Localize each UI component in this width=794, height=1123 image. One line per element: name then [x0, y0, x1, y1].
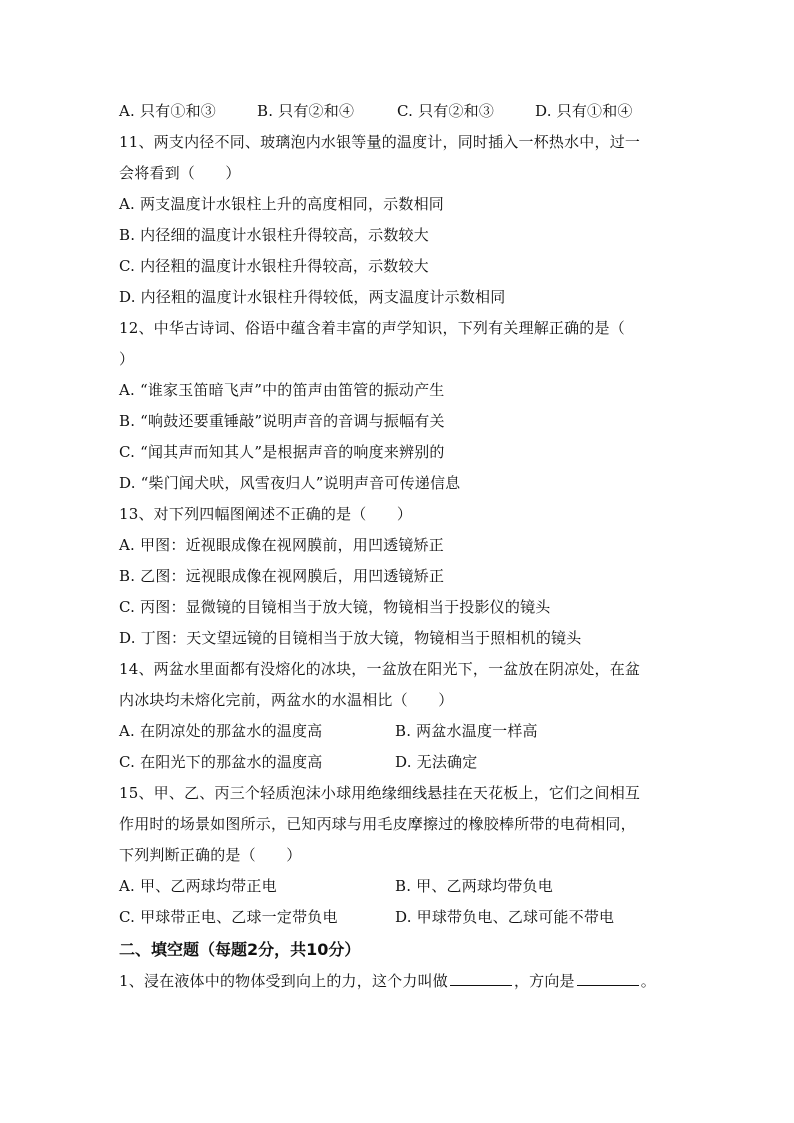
- q11-option-a: A. 两支温度计水银柱上升的高度相同，示数相同: [119, 195, 444, 213]
- q15-stem-line2: 作用时的场景如图所示，已知丙球与用毛皮摩擦过的橡胶棒所带的电荷相同，: [119, 815, 636, 833]
- q12-option-b: B. “响鼓还要重锤敲”说明声音的音调与振幅有关: [119, 412, 445, 430]
- q14-options-row2: [119, 747, 667, 778]
- q13-option-b: B. 乙图：远视眼成像在视网膜后，用凹透镜矫正: [119, 567, 445, 585]
- question-content: [119, 96, 667, 997]
- q15-option-a: A. 甲、乙两球均带正电: [119, 877, 277, 895]
- q11-stem-line1: 11、两支内径不同、玻璃泡内水银等量的温度计，同时插入一杯热水中，过一: [119, 133, 641, 151]
- q15-option-b: B. 甲、乙两球均带负电: [395, 877, 553, 895]
- q15-option-d: D. 甲球带负电、乙球可能不带电: [395, 908, 615, 926]
- q14-option-b: B. 两盆水温度一样高: [395, 722, 538, 740]
- q12-option-c: C. “闻其声而知其人”是根据声音的响度来辨别的: [119, 443, 445, 461]
- q10-option-a: A. 只有①和③: [119, 102, 216, 120]
- q15-option-c: C. 甲球带正电、乙球一定带负电: [119, 908, 338, 926]
- q11-option-b: B. 内径细的温度计水银柱升得较高，示数较大: [119, 226, 429, 244]
- q14-stem-line1: 14、两盆水里面都有没熔化的冰块，一盆放在阳光下，一盆放在阴凉处，在盆: [119, 660, 641, 678]
- q13-option-c: C. 丙图：显微镜的目镜相当于放大镜，物镜相当于投影仪的镜头: [119, 598, 551, 616]
- q15-options-row2: [119, 902, 667, 933]
- q10-option-d: D. 只有①和④: [535, 102, 633, 120]
- q10-option-b: B. 只有②和④: [257, 102, 355, 120]
- fill1-text-part3: 。: [640, 972, 656, 990]
- q14-option-c: C. 在阳光下的那盆水的温度高: [119, 753, 323, 771]
- q15-options-row1: [119, 871, 667, 902]
- q10-options: [119, 96, 667, 127]
- q12-stem-line1: 12、中华古诗词、俗语中蕴含着丰富的声学知识，下列有关理解正确的是（: [119, 319, 625, 337]
- fill1-question: [119, 966, 667, 997]
- q13-option-a: A. 甲图：近视眼成像在视网膜前，用凹透镜矫正: [119, 536, 444, 554]
- q14-options-row1: [119, 716, 667, 747]
- fill1-blank-2[interactable]: [577, 970, 639, 986]
- fill1-text-part2: ，方向是: [513, 972, 575, 990]
- q13-stem-line1: 13、对下列四幅图阐述不正确的是（ ）: [119, 505, 413, 523]
- q11-stem-line2: 会将看到（ ）: [119, 164, 241, 182]
- q14-option-d: D. 无法确定: [395, 753, 478, 771]
- q14-option-a: A. 在阴凉处的那盆水的温度高: [119, 722, 323, 740]
- q12-option-d: D. “柴门闻犬吠，风雪夜归人”说明声音可传递信息: [119, 474, 461, 492]
- q13-option-d: D. 丁图：天文望远镜的目镜相当于放大镜，物镜相当于照相机的镜头: [119, 629, 582, 647]
- q12-stem-line2: ）: [119, 350, 135, 368]
- q15-stem-line3: 下列判断正确的是（ ）: [119, 846, 302, 864]
- fill1-text-part1: 1、浸在液体中的物体受到向上的力，这个力叫做: [119, 972, 448, 990]
- q11-option-d: D. 内径粗的温度计水银柱升得较低，两支温度计示数相同: [119, 288, 506, 306]
- q11-option-c: C. 内径粗的温度计水银柱升得较高，示数较大: [119, 257, 429, 275]
- q12-option-a: A. “谁家玉笛暗飞声”中的笛声由笛管的振动产生: [119, 381, 445, 399]
- q14-stem-line2: 内冰块均未熔化完前，两盆水的水温相比（ ）: [119, 691, 454, 709]
- section-heading: 二、填空题（每题2分，共10分）: [119, 940, 361, 959]
- q15-stem-line1: 15、甲、乙、丙三个轻质泡沫小球用绝缘细线悬挂在天花板上，它们之间相互: [119, 784, 641, 802]
- q10-option-c: C. 只有②和③: [397, 102, 495, 120]
- fill1-blank-1[interactable]: [450, 970, 512, 986]
